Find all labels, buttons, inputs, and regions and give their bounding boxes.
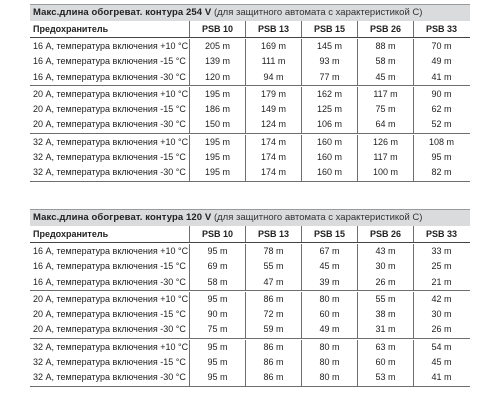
table-row [30, 355, 470, 370]
table-row [30, 259, 470, 274]
length-cell: 94 m [245, 70, 301, 85]
table-row [30, 135, 470, 150]
length-cell: 108 m [413, 135, 469, 150]
length-cell: 169 m [245, 39, 301, 54]
length-cell: 160 m [301, 135, 357, 150]
row-group [30, 135, 470, 182]
column-header-psb33: PSB 33 [413, 226, 469, 242]
length-cell: 195 m [189, 135, 245, 150]
column-header-psb26: PSB 26 [357, 226, 413, 242]
table-row [30, 102, 470, 117]
table-120v [30, 209, 470, 387]
length-cell: 195 m [189, 87, 245, 102]
length-cell: 106 m [301, 117, 357, 132]
length-cell: 55 m [245, 259, 301, 274]
column-header-psb10: PSB 10 [189, 21, 245, 37]
length-cell: 95 m [413, 150, 469, 165]
length-cell: 160 m [301, 150, 357, 165]
length-cell: 117 m [357, 87, 413, 102]
length-cell: 33 m [413, 244, 469, 259]
length-cell: 145 m [301, 39, 357, 54]
length-cell: 139 m [189, 54, 245, 69]
length-cell: 90 m [413, 87, 469, 102]
table-row [30, 87, 470, 102]
length-cell: 80 m [301, 355, 357, 370]
fuse-label: 32 А, температура включения -30 °C [33, 372, 186, 383]
length-cell: 52 m [413, 117, 469, 132]
length-cell: 95 m [189, 355, 245, 370]
length-cell: 21 m [413, 275, 469, 290]
length-cell: 42 m [413, 292, 469, 307]
length-cell: 117 m [357, 150, 413, 165]
table-body [30, 244, 470, 387]
fuse-label: 16 А, температура включения +10 °C [33, 41, 189, 51]
length-cell: 186 m [189, 102, 245, 117]
table-title-note: (для защитного автомата с характеристикой С) [213, 212, 423, 223]
table-row [30, 370, 470, 385]
length-cell: 86 m [245, 340, 301, 355]
fuse-label: 20 А, температура включения -15 °C [33, 309, 186, 320]
length-cell: 205 m [189, 39, 245, 54]
length-cell: 100 m [357, 165, 413, 180]
length-cell: 174 m [245, 165, 301, 180]
table-body [30, 39, 470, 182]
length-cell: 75 m [357, 102, 413, 117]
length-cell: 55 m [357, 292, 413, 307]
length-cell: 86 m [245, 355, 301, 370]
length-cell: 88 m [357, 39, 413, 54]
row-group [30, 39, 470, 86]
row-group [30, 340, 470, 387]
length-cell: 45 m [357, 70, 413, 85]
table-row [30, 307, 470, 322]
fuse-label: 32 А, температура включения +10 °C [33, 136, 189, 147]
fuse-label: 32 А, температура включения -15 °C [33, 357, 186, 368]
table-row [30, 54, 470, 69]
column-header-fuse: Предохранитель [33, 229, 109, 239]
length-cell: 95 m [189, 292, 245, 307]
length-cell: 31 m [357, 322, 413, 337]
table-title-note: (для защитного автомата с характеристикой С) [213, 7, 423, 18]
length-cell: 45 m [413, 355, 469, 370]
length-cell: 43 m [357, 244, 413, 259]
length-cell: 80 m [301, 370, 357, 385]
length-cell: 41 m [413, 70, 469, 85]
column-header-psb26: PSB 26 [357, 21, 413, 37]
length-cell: 82 m [413, 165, 469, 180]
length-cell: 77 m [301, 70, 357, 85]
length-cell: 124 m [245, 117, 301, 132]
length-cell: 120 m [189, 70, 245, 85]
row-group [30, 292, 470, 339]
length-cell: 150 m [189, 117, 245, 132]
fuse-label: 32 А, температура включения -30 °C [33, 167, 186, 178]
column-header-psb15: PSB 15 [301, 226, 357, 242]
column-header-psb13: PSB 13 [245, 21, 301, 37]
length-cell: 39 m [301, 275, 357, 290]
length-cell: 149 m [245, 102, 301, 117]
length-cell: 53 m [357, 370, 413, 385]
table-title [30, 209, 470, 226]
fuse-label: 32 А, температура включения -15 °C [33, 152, 186, 163]
length-cell: 38 m [357, 307, 413, 322]
length-cell: 67 m [301, 244, 357, 259]
column-header-psb13: PSB 13 [245, 226, 301, 242]
table-row [30, 244, 470, 259]
length-cell: 95 m [189, 244, 245, 259]
length-cell: 26 m [413, 322, 469, 337]
table-row [30, 275, 470, 290]
length-cell: 58 m [357, 54, 413, 69]
length-cell: 86 m [245, 292, 301, 307]
length-cell: 93 m [301, 54, 357, 69]
length-cell: 60 m [301, 307, 357, 322]
length-cell: 80 m [301, 340, 357, 355]
table-row [30, 39, 470, 54]
fuse-label: 20 А, температура включения -30 °C [33, 119, 186, 130]
length-cell: 111 m [245, 54, 301, 69]
fuse-label: 16 А, температура включения -15 °C [33, 261, 186, 272]
length-cell: 30 m [357, 259, 413, 274]
length-cell: 179 m [245, 87, 301, 102]
column-header-psb15: PSB 15 [301, 21, 357, 37]
table-row [30, 292, 470, 307]
table-header [30, 226, 470, 243]
length-cell: 95 m [189, 370, 245, 385]
table-header [30, 21, 470, 38]
table-row [30, 165, 470, 180]
length-cell: 59 m [245, 322, 301, 337]
length-cell: 126 m [357, 135, 413, 150]
length-cell: 45 m [301, 259, 357, 274]
row-group [30, 244, 470, 291]
length-cell: 75 m [189, 322, 245, 337]
length-cell: 69 m [189, 259, 245, 274]
table-title-bold: Макс.длина обогреват. контура 254 V [33, 7, 212, 18]
table-row [30, 117, 470, 132]
length-cell: 47 m [245, 275, 301, 290]
row-group [30, 87, 470, 134]
table-row [30, 70, 470, 85]
length-cell: 78 m [245, 244, 301, 259]
length-cell: 30 m [413, 307, 469, 322]
length-cell: 174 m [245, 135, 301, 150]
table-row [30, 322, 470, 337]
fuse-label: 20 А, температура включения -30 °C [33, 324, 186, 335]
table-title [30, 4, 470, 21]
table-254v [30, 4, 470, 182]
length-cell: 72 m [245, 307, 301, 322]
length-cell: 64 m [357, 117, 413, 132]
length-cell: 80 m [301, 292, 357, 307]
length-cell: 160 m [301, 165, 357, 180]
fuse-label: 20 А, температура включения +10 °C [33, 293, 189, 304]
length-cell: 174 m [245, 150, 301, 165]
table-title-bold: Макс.длина обогреват. контура 120 V [33, 212, 212, 223]
table-row [30, 150, 470, 165]
length-cell: 70 m [413, 39, 469, 54]
length-cell: 58 m [189, 275, 245, 290]
fuse-label: 20 А, температура включения +10 °C [33, 88, 189, 99]
length-cell: 86 m [245, 370, 301, 385]
length-cell: 195 m [189, 165, 245, 180]
fuse-label: 32 А, температура включения +10 °C [33, 341, 189, 352]
fuse-label: 16 А, температура включения -15 °C [33, 56, 186, 67]
length-cell: 63 m [357, 340, 413, 355]
length-cell: 90 m [189, 307, 245, 322]
length-cell: 49 m [301, 322, 357, 337]
fuse-label: 16 А, температура включения +10 °C [33, 246, 189, 256]
column-header-psb33: PSB 33 [413, 21, 469, 37]
length-cell: 54 m [413, 340, 469, 355]
length-cell: 49 m [413, 54, 469, 69]
column-header-fuse: Предохранитель [33, 24, 109, 34]
length-cell: 62 m [413, 102, 469, 117]
length-cell: 95 m [189, 340, 245, 355]
length-cell: 60 m [357, 355, 413, 370]
column-header-psb10: PSB 10 [189, 226, 245, 242]
length-cell: 125 m [301, 102, 357, 117]
fuse-label: 16 А, температура включения -30 °C [33, 71, 186, 82]
fuse-label: 16 А, температура включения -30 °C [33, 276, 186, 287]
length-cell: 25 m [413, 259, 469, 274]
length-cell: 26 m [357, 275, 413, 290]
length-cell: 41 m [413, 370, 469, 385]
table-row [30, 340, 470, 355]
length-cell: 195 m [189, 150, 245, 165]
fuse-label: 20 А, температура включения -15 °C [33, 104, 186, 115]
length-cell: 162 m [301, 87, 357, 102]
